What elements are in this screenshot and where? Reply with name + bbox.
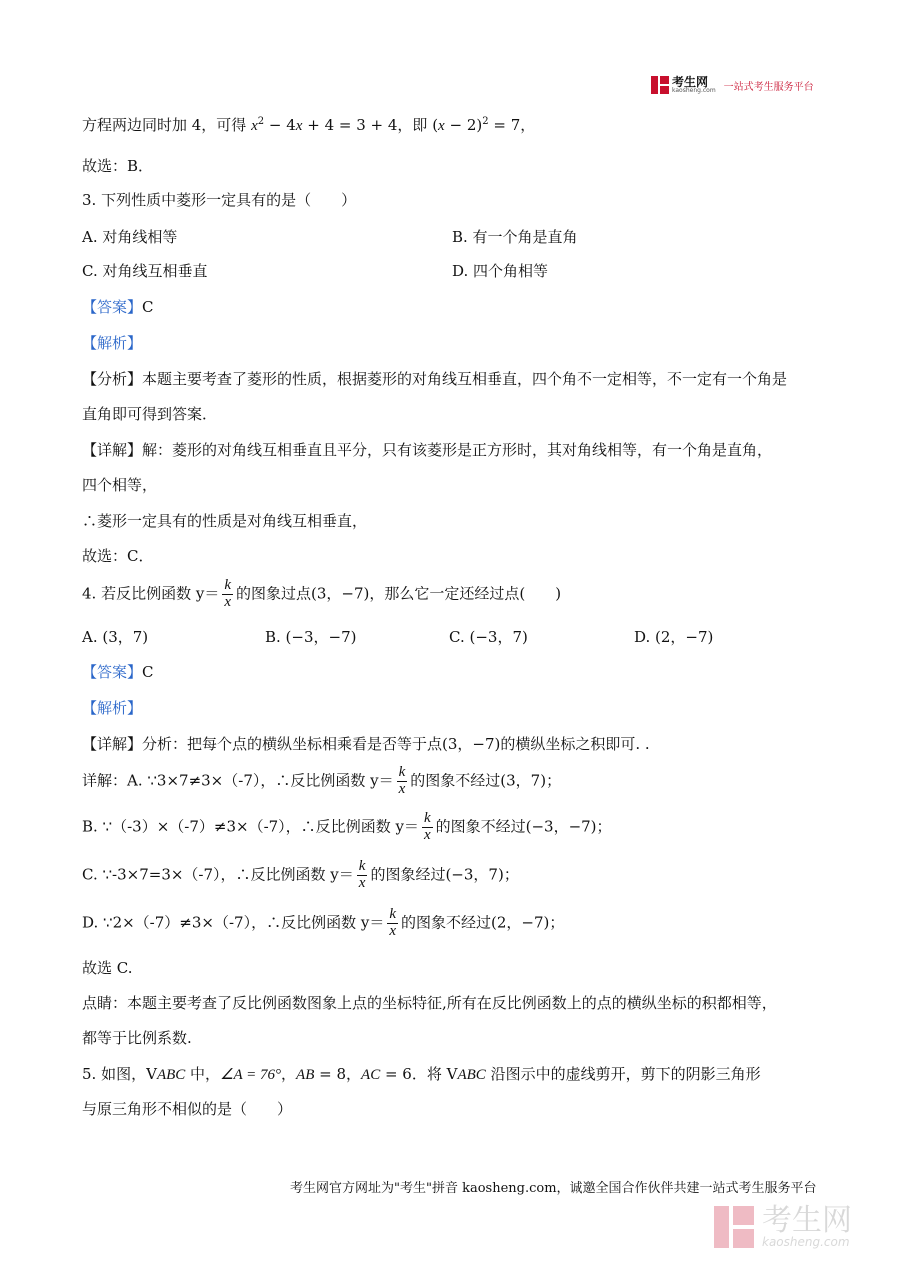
analysis-tag-4: 【解析】 (82, 699, 143, 717)
option-4c: C. (−3，7) (449, 628, 528, 646)
solution-a: 详解：A. ∵3×7≠3×（-7），∴反比例函数 y＝ $\frac{k}{x}$ 的图象不经过(3，7)； (82, 764, 562, 797)
answer-4: 【答案】C (82, 663, 154, 681)
select-4: 故选 C. (82, 959, 133, 977)
logo-cn: 考生网 (672, 75, 709, 89)
detail-3-conclusion: ∴菱形一定具有的性质是对角线互相垂直， (82, 512, 368, 530)
question-5: 5. 如图，VABC 中，∠A = 76°，AB = 8，AC = 6．将 VABC 沿图示中的虚线剪开，剪下的阴影三角形 (82, 1065, 761, 1083)
analysis-3: 【分析】本题主要考查了菱形的性质，根据菱形的对角线互相垂直，四个角不一定相等，不一定有一个角是 (82, 370, 788, 388)
question-4: 4. 若反比例函数 y＝ $\frac{k}{x}$ 的图象过点(3，−7)，那么它一定还经过点( ) (82, 577, 562, 610)
option-3b: B. 有一个角是直角 (452, 228, 578, 246)
option-3a: A. 对角线相等 (82, 228, 178, 246)
solution-d: D. ∵2×（-7）≠3×（-7），∴反比例函数 y＝ $\frac{k}{x}$ 的图象不经过(2，−7)； (82, 906, 565, 939)
answer-3: 【答案】C (82, 298, 154, 316)
detail-3: 【详解】解：菱形的对角线互相垂直且平分，只有该菱形是正方形时，其对角线相等，有一个角是直角， (82, 441, 773, 459)
detail-3-cont: 四个相等， (82, 476, 158, 494)
question-3: 3. 下列性质中菱形一定具有的是（ ） (82, 191, 357, 209)
brand-logo-icon (651, 76, 669, 94)
analysis-tag-3: 【解析】 (82, 334, 143, 352)
equation-line: 方程两边同时加 4，可得 $x^2 - 4x + 4 = 3 + 4$，即 $(x - 2)^2 = 7$， (82, 116, 536, 134)
header-logo (651, 74, 814, 96)
watermark (714, 1203, 852, 1249)
detail-3-select: 故选：C． (82, 547, 154, 565)
logo-slogan: 一站式考生服务平台 (723, 81, 814, 93)
option-4b: B. (−3，−7) (265, 628, 357, 646)
answer-line: 故选：B． (82, 157, 154, 175)
detail-4: 【详解】分析：把每个点的横纵坐标相乘看是否等于点(3，−7)的横纵坐标之积即可. . (82, 735, 650, 753)
watermark-logo-icon (714, 1206, 754, 1248)
watermark-cn: 考生网 (762, 1203, 852, 1238)
solution-c: C. ∵-3×7=3×（-7），∴反比例函数 y＝ $\frac{k}{x}$ 的图象经过(−3，7)； (82, 858, 519, 891)
watermark-en: kaosheng.com (762, 1235, 850, 1249)
footer-text: 考生网官方网址为"考生"拼音 kaosheng.com，诚邀全国合作伙伴共建一站式考生服务平台 (290, 1181, 817, 1196)
option-3c: C. 对角线互相垂直 (82, 262, 208, 280)
comment-4: 点睛：本题主要考查了反比例函数图象上点的坐标特征,所有在反比例函数上的点的横纵坐标的积都相等， (82, 994, 777, 1012)
analysis-3-cont: 直角即可得到答案． (82, 405, 218, 423)
solution-b: B. ∵（-3）×（-7）≠3×（-7），∴反比例函数 y＝ $\frac{k}{x}$ 的图象不经过(−3，−7)； (82, 810, 612, 843)
option-4a: A. (3，7) (82, 628, 149, 646)
logo-en: kaosheng.com (672, 87, 716, 94)
option-3d: D. 四个角相等 (452, 262, 549, 280)
option-4d: D. (2，−7) (634, 628, 714, 646)
comment-4-cont: 都等于比例系数. (82, 1029, 192, 1047)
question-5-cont: 与原三角形不相似的是（ ） (82, 1100, 293, 1118)
